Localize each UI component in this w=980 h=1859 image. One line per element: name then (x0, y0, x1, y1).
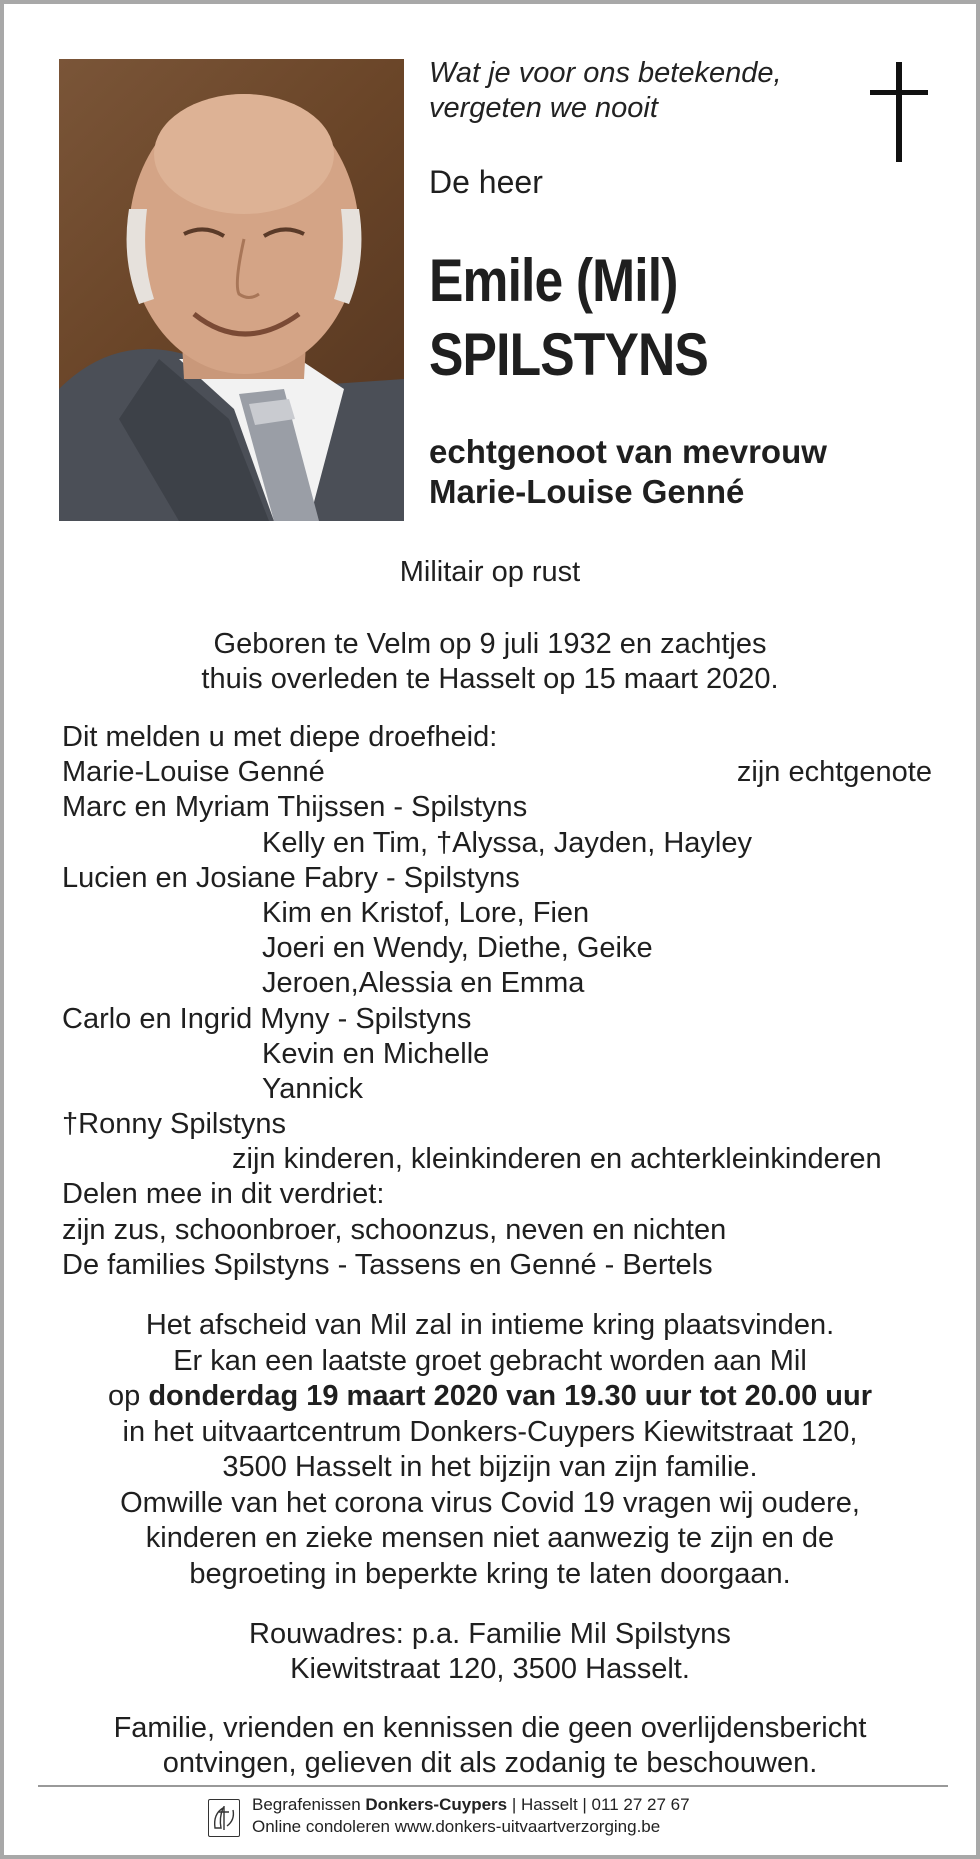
address-line: Rouwadres: p.a. Familie Mil Spilstyns (249, 1618, 731, 1650)
notice-line: ontvingen, gelieven dit als zodanig te beschouwen. (162, 1747, 818, 1779)
portrait-photo (59, 59, 404, 521)
family-list (62, 720, 932, 1283)
family-row-spouse (62, 755, 932, 790)
descendants-line: zijn kinderen, kleinkinderen en achterkleinkinderen (232, 1143, 882, 1176)
deceased-name (429, 244, 708, 392)
spouse-info (429, 432, 827, 512)
spouse-name: Marie-Louise Genné (62, 756, 325, 789)
spouse-relation: zijn echtgenote (736, 756, 932, 789)
birth-line: Geboren te Velm op 9 juli 1932 en zachtjes (213, 628, 767, 660)
child-deceased: †Ronny Spilstyns (62, 1108, 287, 1141)
footer-company-line (252, 1794, 690, 1816)
farewell-line: Het afscheid van Mil zal in intieme kring plaatsvinden. (145, 1309, 835, 1341)
footer-online: Online condoleren www.donkers-uitvaartverzorging.be (252, 1817, 661, 1836)
honorific: De heer (429, 164, 543, 200)
relatives-line: zijn zus, schoonbroer, schoonzus, neven en nichten (62, 1213, 727, 1246)
farewell-date-line (4, 1379, 976, 1415)
grandchildren: Jeroen,Alessia en Emma (262, 967, 585, 1000)
grandchildren: Kelly en Tim, †Alyssa, Jayden, Hayley (262, 826, 752, 859)
family-intro: Dit melden u met diepe droefheid: (62, 721, 498, 753)
share-intro: Delen mee in dit verdriet: (62, 1178, 385, 1211)
spouse-line: echtgenoot van mevrouw (429, 433, 827, 470)
death-line: thuis overleden te Hasselt op 15 maart 2020. (201, 663, 779, 695)
quote-line: vergeten we nooit (429, 92, 658, 124)
farewell-line: in het uitvaartcentrum Donkers-Cuypers Kiewitstraat 120, (122, 1415, 858, 1448)
grandchildren: Joeri en Wendy, Diethe, Geike (262, 932, 653, 965)
farewell-line: kinderen en zieke mensen niet aanwezig te zijn en de (145, 1522, 835, 1554)
farewell-line: Er kan een laatste groet gebracht worden aan Mil (173, 1344, 807, 1377)
notice (4, 1711, 976, 1781)
occupation: Militair op rust (399, 556, 581, 588)
quote-line: Wat je voor ons betekende, (429, 57, 782, 89)
farewell-line: begroeting in beperkte kring te laten doorgaan. (189, 1557, 791, 1590)
birth-death-info (4, 627, 976, 697)
cross-icon (870, 62, 928, 162)
farewell-info (4, 1308, 976, 1592)
deceased-last-name: SPILSTYNS (429, 321, 708, 388)
footer-divider (38, 1785, 948, 1787)
footer-phone: 011 27 27 67 (591, 1795, 690, 1814)
footer-location: | Hasselt | (507, 1795, 592, 1814)
child-couple: Carlo en Ingrid Myny - Spilstyns (62, 1002, 472, 1035)
families-line: De families Spilstyns - Tassens en Genné - Bertels (62, 1248, 713, 1281)
grandchildren: Yannick (262, 1072, 364, 1105)
memorial-quote (429, 56, 849, 126)
farewell-date-prefix: op (108, 1380, 149, 1412)
footer-prefix: Begrafenissen (252, 1795, 366, 1814)
grandchildren: Kevin en Michelle (262, 1037, 490, 1070)
portrait-illustration (59, 59, 404, 521)
grandchildren: Kim en Kristof, Lore, Fien (262, 896, 590, 929)
spouse-name: Marie-Louise Genné (429, 473, 745, 510)
footer-company: Donkers-Cuypers (365, 1795, 508, 1814)
footer-text (252, 1794, 690, 1838)
mourning-address (4, 1617, 976, 1687)
child-couple: Lucien en Josiane Fabry - Spilstyns (62, 861, 520, 894)
address-line: Kiewitstraat 120, 3500 Hasselt. (290, 1653, 690, 1685)
farewell-date: donderdag 19 maart 2020 van 19.30 uur tot 20.00 uur (148, 1380, 872, 1412)
child-couple: Marc en Myriam Thijssen - Spilstyns (62, 791, 528, 824)
farewell-line: 3500 Hasselt in het bijzijn van zijn familie. (222, 1451, 758, 1483)
funeral-home-logo-icon (208, 1799, 240, 1837)
farewell-line: Omwille van het corona virus Covid 19 vragen wij oudere, (120, 1486, 860, 1519)
deceased-first-name: Emile (Mil) (429, 247, 678, 314)
notice-line: Familie, vrienden en kennissen die geen overlijdensbericht (113, 1712, 867, 1744)
